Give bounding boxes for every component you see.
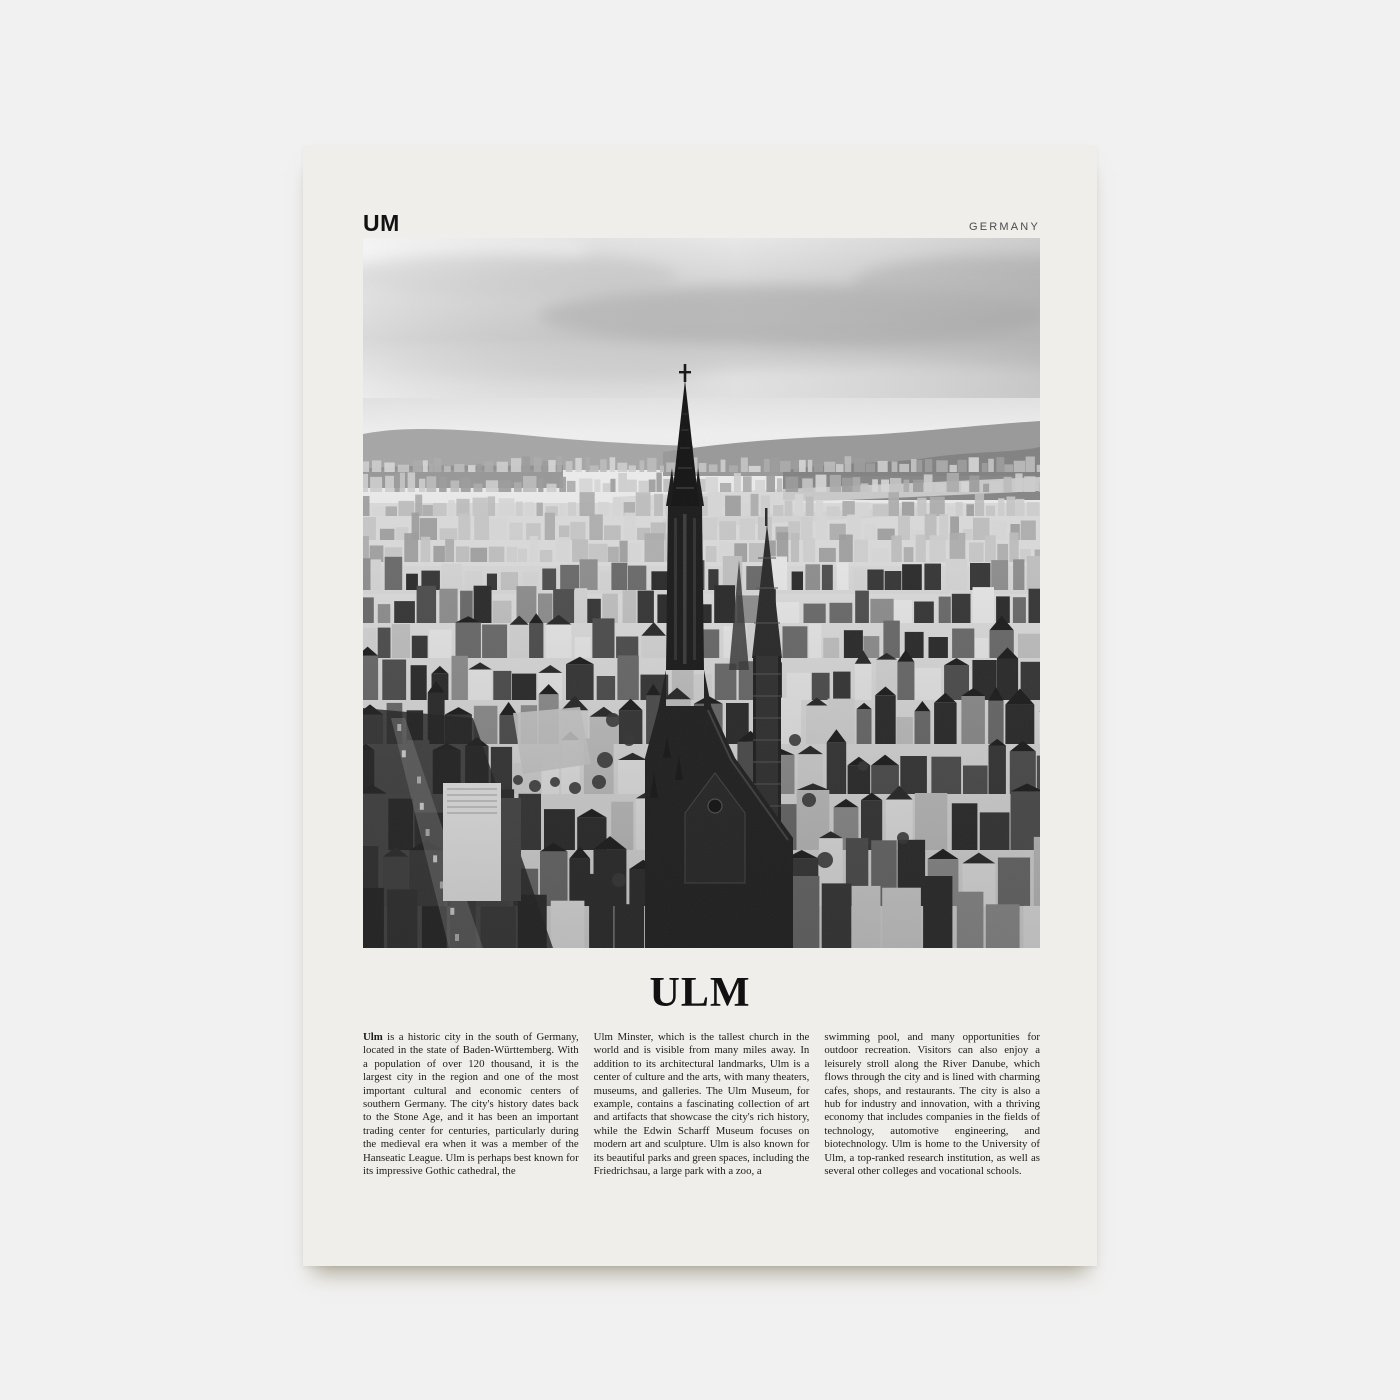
poster-header (363, 199, 1040, 235)
city-photo (363, 238, 1040, 948)
country-label: GERMANY (968, 221, 1040, 233)
article (363, 1031, 1040, 1178)
brand-title: UM (363, 210, 400, 236)
article-column-2: Ulm Minster, which is the tallest church in the world and is visible from many miles away. In addition to its architectural landmarks, Ulm is a center of culture and the arts, with many theaters, museums, and galleries. The Ulm Museum, for example, contains a fascinating collection of art and artifacts that showcase the city's rich history, while the Edwin Scharff Museum focuses on modern art and sculpture. Ulm is also known for its beautiful parks and green spaces, including the Friedrichsau, a large park with a zoo, a (593, 1031, 810, 1178)
lead-word: Ulm (363, 1031, 383, 1043)
article-column-3: swimming pool, and many opportunities for outdoor recreation. Visitors can also enjoy a leisurely stroll along the River Danube, which flows through the city and is lined with charming cafes, shops, and restaurants. The city is also a hub for industry and innovation, with a thriving economy that includes companies in the fields of technology, automotive engineering, and biotechnology. Ulm is home to the University of Ulm, a top-ranked research institution, as well as several other colleges and vocational schools. (824, 1031, 1041, 1178)
article-column-1 (363, 1031, 579, 1178)
poster (303, 145, 1097, 1266)
page-title: ULM (649, 970, 751, 1016)
article-column-1-text: is a historic city in the south of Germany, located in the state of Baden-Württemberg. With a population of over 120 thousand, it is the largest city in the region and one of the most important cultural and economic centers of southern Germany. The city's history dates back to the Stone Age, and it has been an important trading center for centuries, particularly during the medieval era when it was a member of the Hanseatic League. Ulm is perhaps best known for its impressive Gothic cathedral, the (363, 1031, 579, 1178)
